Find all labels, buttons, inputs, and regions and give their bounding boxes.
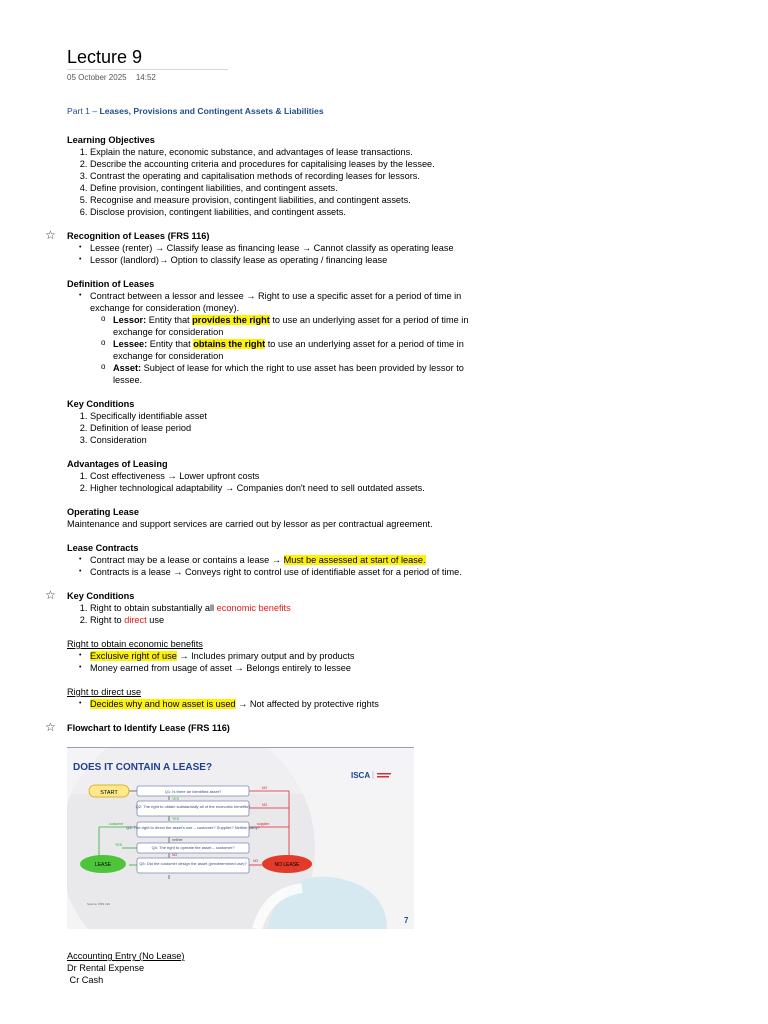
flowchart-section <box>45 720 477 734</box>
operating-lease-section <box>67 506 477 530</box>
item-text: → Includes primary output and by products <box>176 651 355 661</box>
page-timestamp <box>67 73 156 83</box>
item-text: Right to <box>90 615 125 625</box>
list-item <box>113 314 477 338</box>
list-item: 2. Higher technological adaptability → Companies don't need to sell outdated assets. <box>90 482 477 494</box>
red-text: direct <box>124 615 147 625</box>
yes-label: YES <box>172 797 180 801</box>
list-item: • Lessor (landlord)→ Option to classify lease as operating / financing lease <box>90 254 477 266</box>
q1-label: Q1: Is there an identified asset? <box>164 789 222 794</box>
term-label: Lessee: <box>113 339 148 349</box>
supplier-label: supplier <box>257 822 270 826</box>
q2-label: Q2: The right to obtain substantially all of the economic benefits? <box>135 804 251 809</box>
highlight-text: Decides why and how asset is used <box>90 699 236 709</box>
list-item <box>90 614 477 626</box>
start-label: START <box>100 790 118 796</box>
term-label: Lessor: <box>113 315 147 325</box>
list-item <box>113 338 477 362</box>
lease-label: LEASE <box>94 862 112 868</box>
term-text: to use an underlying asset for a period of time in exchange for consideration <box>113 315 469 337</box>
definition-text: Contract between a lessor and lessee → Right to use a specific asset for a period of time in exchange for consideration (money). <box>90 291 462 313</box>
yes-label: YES <box>115 843 123 847</box>
list-item <box>90 602 477 614</box>
advantages-heading: Advantages of Leasing <box>67 459 168 469</box>
advantages-section <box>67 458 477 494</box>
list-item: 1. Specifically identifiable asset <box>90 410 477 422</box>
lease-contracts-section <box>67 542 477 578</box>
operating-lease-heading: Operating Lease <box>67 507 139 517</box>
list-item: 4. Define provision, contingent liabilities, and contingent assets. <box>90 182 477 194</box>
list-item <box>90 554 477 566</box>
economic-benefits-section <box>67 638 477 674</box>
list-item: 2. Definition of lease period <box>90 422 477 434</box>
direct-use-list <box>67 698 477 710</box>
item-text: use <box>146 615 165 625</box>
no-label: NO <box>172 853 178 857</box>
part-title: Leases, Provisions and Contingent Assets & Liabilities <box>99 106 324 116</box>
list-item: 1. Explain the nature, economic substance, and advantages of lease transactions. <box>90 146 477 158</box>
red-text: economic benefits <box>216 603 291 613</box>
svg-text:7: 7 <box>404 916 409 925</box>
page-date: 05 October 2025 <box>67 73 127 82</box>
definition-sublist <box>90 314 477 386</box>
yes-label: YES <box>172 817 180 821</box>
recognition-list <box>67 242 477 266</box>
item-text: → Not affected by protective rights <box>235 699 379 709</box>
economic-benefits-heading: Right to obtain economic benefits <box>67 639 203 649</box>
lease-contracts-heading: Lease Contracts <box>67 543 139 553</box>
customer-label: customer <box>109 822 124 826</box>
definition-section <box>67 278 477 386</box>
list-item: 2. Describe the accounting criteria and procedures for capitalising leases by the lessee. <box>90 158 477 170</box>
key-conditions-2-heading: Key Conditions <box>67 591 135 601</box>
part-heading <box>67 106 477 117</box>
list-item: • Contracts is a lease → Conveys right to control use of identifiable asset for a period of time. <box>90 566 477 578</box>
learning-objectives-section <box>67 134 477 218</box>
flowchart-image[interactable] <box>67 747 414 929</box>
term-text: to use an underlying asset for a period of time in exchange for consideration <box>113 339 464 361</box>
no-label: NO <box>253 859 259 863</box>
list-item <box>113 362 477 386</box>
slide-title: DOES IT CONTAIN A LEASE? <box>73 762 213 773</box>
term-text: Entity that <box>147 339 194 349</box>
key-conditions-2-list <box>67 602 477 626</box>
no-lease-label: NO LEASE <box>274 862 300 868</box>
key-conditions-section <box>67 398 477 446</box>
term-text: Subject of lease for which the right to use asset has been provided by lessor to lessee. <box>113 363 464 385</box>
star-icon[interactable]: ☆ <box>45 720 56 734</box>
item-text: Contract may be a lease or contains a lease → <box>90 555 284 565</box>
q5-label: Q5: Did the customer design the asset (predetermined use)? <box>139 861 247 866</box>
note-body <box>45 106 477 734</box>
neither-label: neither <box>172 838 183 842</box>
term-label: Asset: <box>113 363 142 373</box>
debit-line: Dr Rental Expense <box>67 963 145 973</box>
list-item: 5. Recognise and measure provision, contingent liabilities, and contingent assets. <box>90 194 477 206</box>
term-text: Entity that <box>146 315 193 325</box>
list-item: • Money earned from usage of asset → Belongs entirely to lessee <box>90 662 477 674</box>
direct-use-heading: Right to direct use <box>67 687 142 697</box>
list-item: 1. Cost effectiveness → Lower upfront costs <box>90 470 477 482</box>
part-prefix: Part 1 – <box>67 106 100 116</box>
recognition-heading: Recognition of Leases (FRS 116) <box>67 231 210 241</box>
list-item: 3. Consideration <box>90 434 477 446</box>
lease-contracts-list <box>67 554 477 578</box>
no-label: NO <box>262 803 268 807</box>
list-item: • Lessee (renter) → Classify lease as financing lease → Cannot classify as operating lease <box>90 242 477 254</box>
learning-objectives-list <box>67 146 477 218</box>
recognition-section <box>45 228 477 266</box>
flowchart-heading: Flowchart to Identify Lease (FRS 116) <box>67 723 230 733</box>
direct-use-section <box>67 686 477 710</box>
advantages-list <box>67 470 477 494</box>
list-item <box>90 650 477 662</box>
item-text: Right to obtain substantially all <box>90 603 217 613</box>
isca-logo: ISCA <box>351 771 371 780</box>
list-item <box>90 698 477 710</box>
flowchart-svg <box>67 748 414 929</box>
star-icon[interactable]: ☆ <box>45 588 56 602</box>
definition-heading: Definition of Leases <box>67 279 155 289</box>
key-conditions-list <box>67 410 477 446</box>
list-item: 3. Contrast the operating and capitalisation methods of recording leases for lessors. <box>90 170 477 182</box>
list-item <box>90 290 477 386</box>
list-item: 6. Disclose provision, contingent liabilities, and contingent assets. <box>90 206 477 218</box>
star-icon[interactable]: ☆ <box>45 228 56 242</box>
economic-benefits-list <box>67 650 477 674</box>
operating-lease-text: Maintenance and support services are carried out by lessor as per contractual agreement. <box>67 519 433 529</box>
q3-label: Q3: The right to direct the asset's use – customer? Supplier? Neither party? <box>126 825 260 830</box>
page-title: Lecture 9 <box>67 47 143 67</box>
page-time: 14:52 <box>135 73 156 82</box>
key-conditions-2-section <box>45 588 477 626</box>
highlight-text: provides the right <box>192 315 270 325</box>
key-conditions-heading: Key Conditions <box>67 399 135 409</box>
highlight-text: Must be assessed at start of lease. <box>283 555 426 565</box>
highlight-text: Exclusive right of use <box>90 651 177 661</box>
learning-objectives-heading: Learning Objectives <box>67 135 155 145</box>
title-divider <box>67 69 228 70</box>
q4-label: Q4: The right to operate the asset – customer? <box>151 845 235 850</box>
no-label: NO <box>262 786 268 790</box>
accounting-entry-section <box>67 950 367 986</box>
credit-line: Cr Cash <box>67 975 104 985</box>
source-label: Source: FRS 116 <box>87 902 110 906</box>
highlight-text: obtains the right <box>193 339 266 349</box>
definition-list <box>67 290 477 386</box>
accounting-entry-heading: Accounting Entry (No Lease) <box>67 951 185 961</box>
